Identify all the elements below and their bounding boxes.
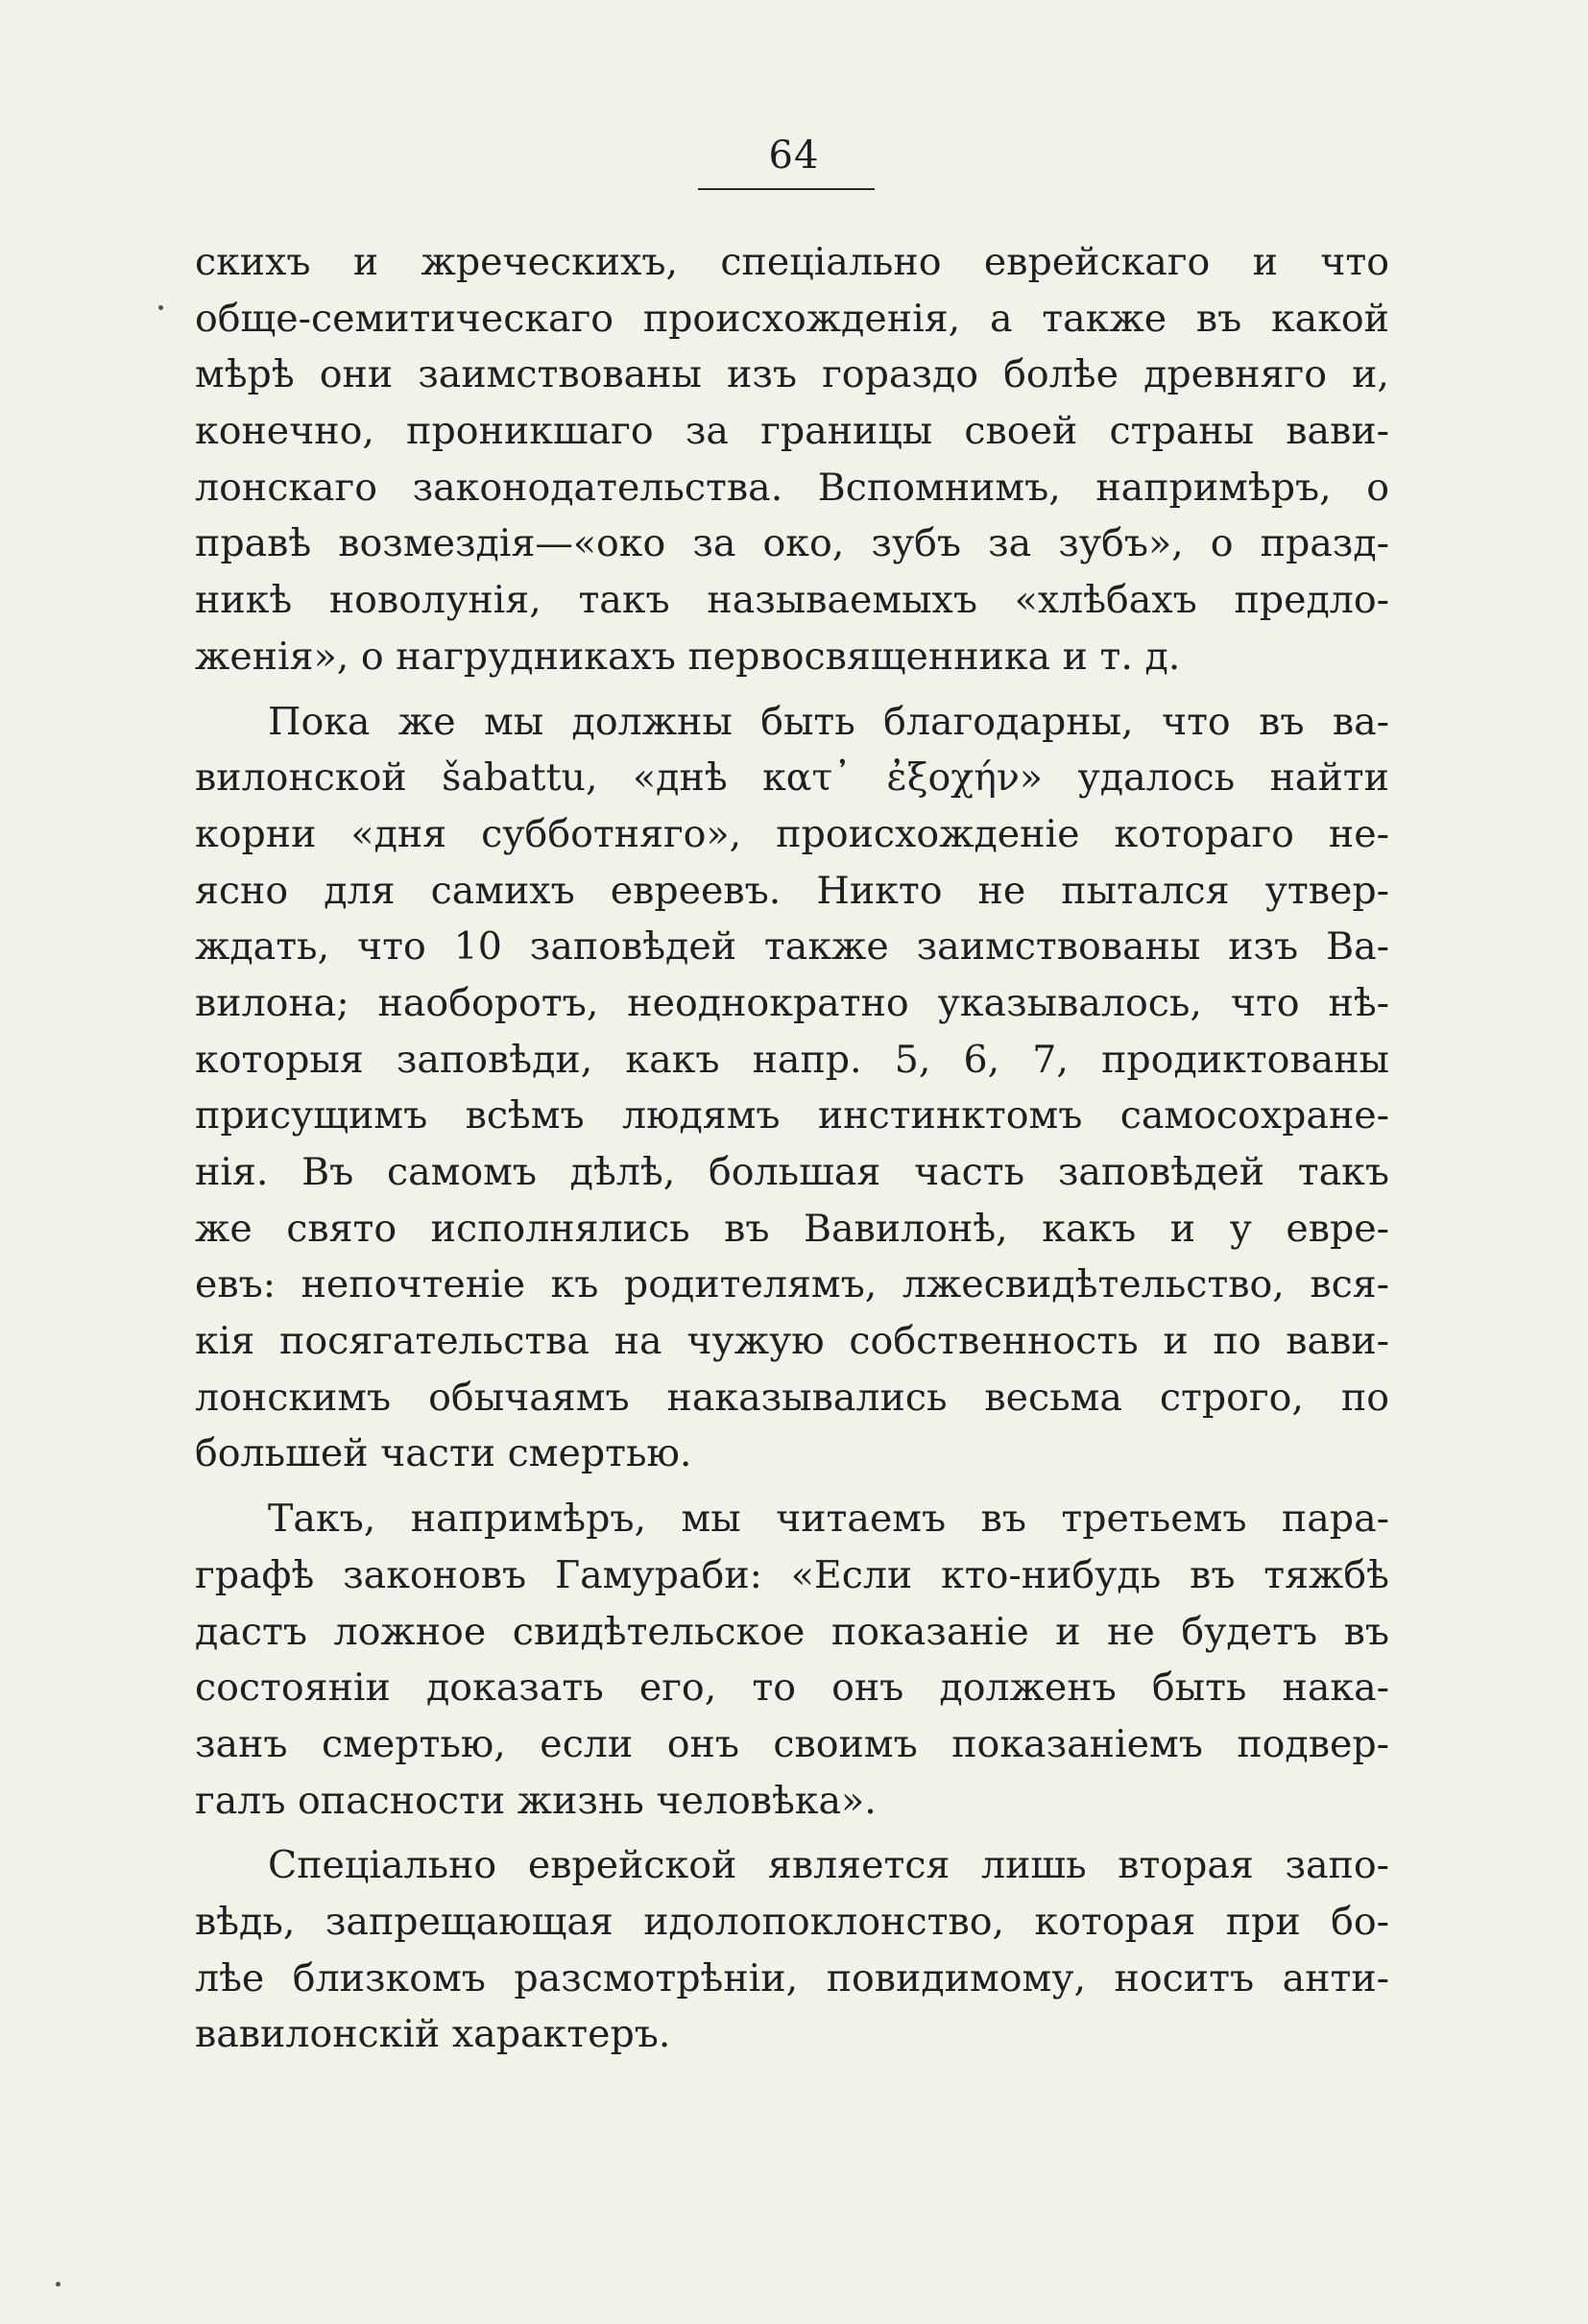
- text-line: состояніи доказать его, то онъ долженъ быть нака-: [195, 1665, 1389, 1711]
- text-line: Спеціально еврейской является лишь вторая запо-: [268, 1843, 1389, 1888]
- paragraph-gap: [195, 685, 1389, 694]
- text-line: вилонской šabattu, «днѣ κατ᾽ ἐξοχήν» удалось найти: [195, 755, 1389, 801]
- paragraph: [195, 1491, 1389, 1829]
- paragraph: [195, 1837, 1389, 2063]
- text-line: же свято исполнялись въ Вавилонѣ, какъ и у евре-: [195, 1206, 1389, 1251]
- text-line: нія. Въ самомъ дѣлѣ, большая часть заповѣдей такъ: [195, 1150, 1389, 1194]
- text-line: обще-семитическаго происхожденія, а также въ какой: [195, 296, 1389, 341]
- text-line: вилона; наоборотъ, неоднократно указывалось, что нѣ-: [195, 980, 1389, 1025]
- text-line: вавилонскій характеръ.: [195, 2012, 671, 2057]
- text-line: большей части смертью.: [195, 1431, 692, 1476]
- page-number: 64: [768, 133, 820, 178]
- text-line: присущимъ всѣмъ людямъ инстинктомъ самосохране-: [195, 1093, 1389, 1138]
- scan-speck: [56, 2282, 60, 2287]
- text-line: скихъ и жреческихъ, спеціально еврейскаго и что: [195, 240, 1389, 284]
- body-text: [195, 234, 1389, 2063]
- header-rule: [698, 188, 875, 190]
- text-line: галъ опасности жизнь человѣка».: [195, 1778, 877, 1823]
- text-line: ясно для самихъ евреевъ. Никто не пытался утвер-: [195, 868, 1389, 913]
- text-line: кія посягательства на чужую собственность и по вави-: [195, 1319, 1389, 1364]
- paragraph: [195, 694, 1389, 1483]
- text-line: дастъ ложное свидѣтельское показаніе и не будетъ въ: [195, 1609, 1389, 1654]
- paragraph-gap: [195, 1482, 1389, 1491]
- text-line: правѣ возмездія—«око за око, зубъ за зубъ», о празд-: [195, 521, 1389, 566]
- text-line: женія», о нагрудникахъ первосвященника и т. д.: [195, 634, 1181, 679]
- text-line: лѣе близкомъ разсмотрѣніи, повидимому, носитъ анти-: [195, 1955, 1389, 2001]
- text-line: Такъ, напримѣръ, мы читаемъ въ третьемъ пара-: [268, 1497, 1389, 1542]
- text-line: лонскаго законодательства. Вспомнимъ, напримѣръ, о: [195, 465, 1389, 510]
- text-line: графѣ законовъ Гамураби: «Если кто-нибудь въ тяжбѣ: [195, 1552, 1389, 1597]
- text-line: конечно, проникшаго за границы своей страны вави-: [195, 409, 1389, 454]
- text-line: евъ: непочтеніе къ родителямъ, лжесвидѣтельство, вся-: [195, 1262, 1389, 1307]
- text-line: ждать, что 10 заповѣдей также заимствованы изъ Ва-: [195, 924, 1389, 970]
- text-line: которыя заповѣди, какъ напр. 5, 6, 7, продиктованы: [195, 1037, 1389, 1082]
- text-line: никѣ новолунія, такъ называемыхъ «хлѣбахъ предло-: [195, 578, 1389, 623]
- text-line: занъ смертью, если онъ своимъ показаніемъ подвер-: [195, 1721, 1389, 1766]
- text-line: лонскимъ обычаямъ наказывались весьма строго, по: [195, 1375, 1389, 1420]
- text-line: мѣрѣ они заимствованы изъ гораздо болѣе древняго и,: [195, 352, 1389, 397]
- text-line: вѣдь, запрещающая идолопоклонство, которая при бо-: [195, 1899, 1389, 1944]
- text-line: корни «дня субботняго», происхожденіе котораго не-: [195, 811, 1389, 856]
- text-line: Пока же мы должны быть благодарны, что въ ва-: [268, 699, 1389, 744]
- paragraph: [195, 234, 1389, 685]
- paragraph-gap: [195, 1829, 1389, 1837]
- scan-speck: [158, 305, 163, 310]
